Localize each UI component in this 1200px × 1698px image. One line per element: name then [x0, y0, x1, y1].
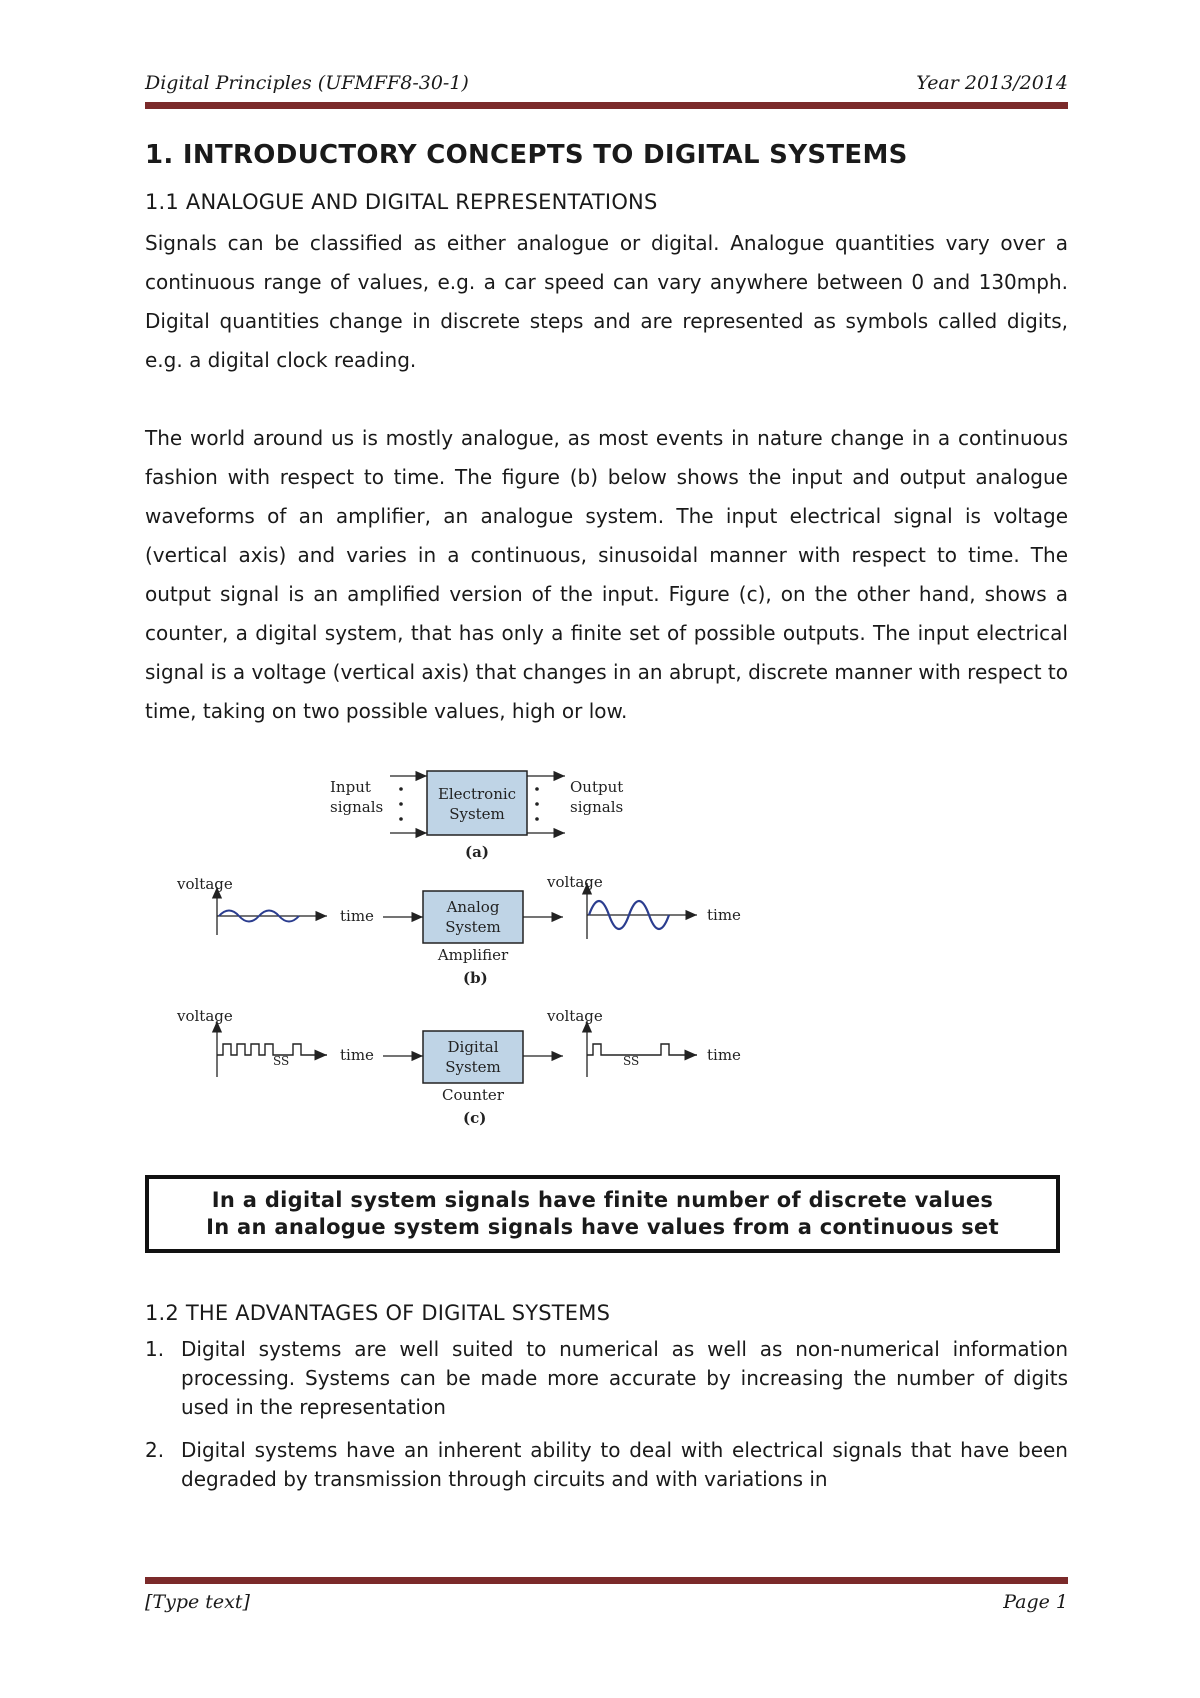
- figure-a-box-label-2: System: [449, 805, 505, 823]
- figure-c-right-time-label: time: [707, 1046, 741, 1064]
- figure-c-left-break-mark: SS: [273, 1054, 290, 1068]
- digital-output-waveform: [587, 1044, 697, 1055]
- figure-a-caption: (a): [465, 843, 489, 861]
- digital-input-waveform: [217, 1044, 327, 1055]
- page-content: [145, 140, 1068, 1508]
- figure-c-right-axis-label: voltage: [547, 1007, 603, 1025]
- list-item-number: 2.: [145, 1438, 165, 1462]
- paragraph-gap: [145, 380, 1068, 419]
- header-course-title: Digital Principles (UFMFF8-30-1): [145, 72, 469, 94]
- list-item-text: Digital systems are well suited to numerical as well as non-numerical information processing. Systems can be made more accurate by increasing the number of digits used in the representation: [181, 1337, 1068, 1419]
- figure-b-amplifier-label: Amplifier: [437, 946, 509, 964]
- list-item: [145, 1335, 1068, 1422]
- figure-a-input-label-2: signals: [330, 798, 384, 816]
- figure-a-box-label-1: Electronic: [437, 785, 517, 803]
- section-1-1-paragraph-1: Signals can be classified as either analogue or digital. Analogue quantities vary over a continuous range of values, e.g. a car speed can vary anywhere between 0 and 130mph. Digital quantities change in discrete steps and are represented as symbols called digits, e.g. a digital clock reading.: [145, 231, 1068, 372]
- figure-c-right-break-mark: SS: [623, 1054, 640, 1068]
- section-1-2: [145, 1301, 1068, 1494]
- list-item-text: Digital systems have an inherent ability to deal with electrical signals that have been degraded by transmission through circuits and with variations in: [181, 1438, 1068, 1491]
- header-year: Year 2013/2014: [916, 72, 1068, 94]
- figure-a-output-label-1: Output: [570, 778, 624, 796]
- key-definition-callout: [145, 1175, 1060, 1253]
- page-footer: [145, 1591, 1068, 1619]
- list-item: [145, 1436, 1068, 1494]
- callout-line-analogue: In an analogue system signals have values from a continuous set: [206, 1215, 999, 1239]
- section-1-1-paragraph-2: The world around us is mostly analogue, as most events in nature change in a continuous fashion with respect to time. The figure (b) below shows the input and output analogue waveforms of an amplifier, an analogue system. The input electrical signal is voltage (vertical axis) and varies in a continuous, sinusoidal manner with respect to time. The output signal is an amplified version of the input. Figure (c), on the other hand, shows a counter, a digital system, that has only a finite set of possible outputs. The input electrical signal is a voltage (vertical axis) that changes in an abrupt, discrete manner with respect to time, taking on two possible values, high or low.: [145, 426, 1068, 723]
- electronic-system-box: [427, 771, 527, 835]
- figure-a-input-label-1: Input: [330, 778, 371, 796]
- figure-c-left-axis-label: voltage: [177, 1007, 233, 1025]
- figure-b: [176, 873, 741, 987]
- figure-b-left-axis-label: voltage: [177, 875, 233, 893]
- figure-a-output-label-2: signals: [570, 798, 624, 816]
- footer-placeholder-text: [Type text]: [145, 1591, 250, 1613]
- header-rule: [145, 102, 1068, 109]
- figure-b-box-label-1: Analog: [446, 898, 500, 916]
- figure-b-caption: (b): [463, 969, 488, 987]
- figure-b-left-time-label: time: [340, 907, 374, 925]
- footer-rule: [145, 1577, 1068, 1584]
- figure-b-box-label-2: System: [445, 918, 501, 936]
- figure-c: [176, 1007, 741, 1127]
- chapter-title: 1. INTRODUCTORY CONCEPTS TO DIGITAL SYSTEMS: [145, 140, 908, 170]
- advantages-list: [145, 1335, 1068, 1494]
- figure-c-box-label-2: System: [445, 1058, 501, 1076]
- figure-b-right-axis-label: voltage: [547, 873, 603, 891]
- callout-line-digital: In a digital system signals have finite number of discrete values: [211, 1188, 994, 1212]
- figure-c-left-time-label: time: [340, 1046, 374, 1064]
- system-diagram-figure: [145, 749, 1068, 1169]
- figure-b-right-time-label: time: [707, 906, 741, 924]
- figure-c-caption: (c): [463, 1109, 487, 1127]
- list-item-number: 1.: [145, 1337, 165, 1361]
- section-1-2-heading: 1.2 THE ADVANTAGES OF DIGITAL SYSTEMS: [145, 1301, 611, 1325]
- page-number: Page 1: [1003, 1591, 1068, 1613]
- system-diagram: [165, 749, 785, 1169]
- figure-c-box-label-1: Digital: [447, 1038, 499, 1056]
- figure-c-counter-label: Counter: [442, 1086, 504, 1104]
- section-1-1-heading: 1.1 ANALOGUE AND DIGITAL REPRESENTATIONS: [145, 190, 658, 214]
- figure-a: [330, 771, 623, 861]
- page-header: [145, 72, 1068, 100]
